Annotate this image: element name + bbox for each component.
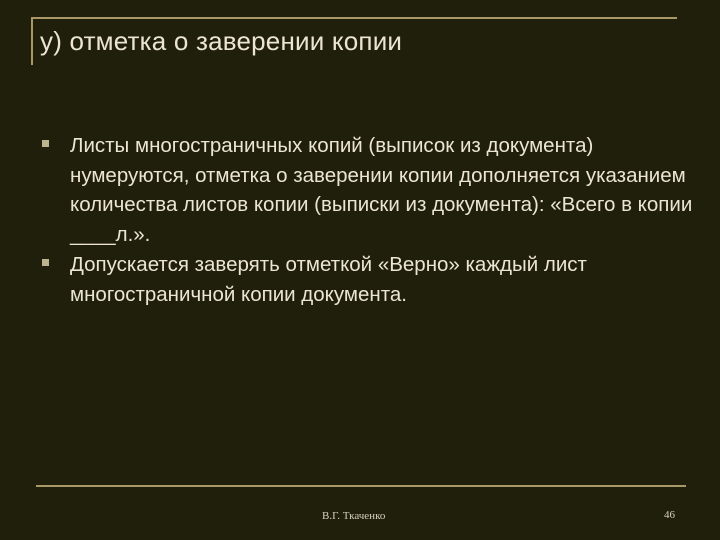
bullet-text: Допускается заверять отметкой «Верно» каждый лист многостраничной копии документа. [70,253,587,306]
bullet-text: Листы многостраничных копий (выписок из документа) нумеруются, отметка о заверении копии дополняется указанием количества листов копии (выписки из документа): «Всего в копии ____л.». [70,134,693,246]
title-top-rule [31,17,677,19]
page-number: 46 [664,509,675,521]
list-item [42,131,702,249]
square-bullet-icon [42,140,49,147]
bullet-list [42,131,702,310]
list-item [42,250,702,309]
title-side-rule [31,17,33,65]
footer-rule [36,485,686,487]
footer-author: В.Г. Ткаченко [322,510,386,522]
square-bullet-icon [42,259,49,266]
slide-title: у) отметка о заверении копии [40,26,403,56]
